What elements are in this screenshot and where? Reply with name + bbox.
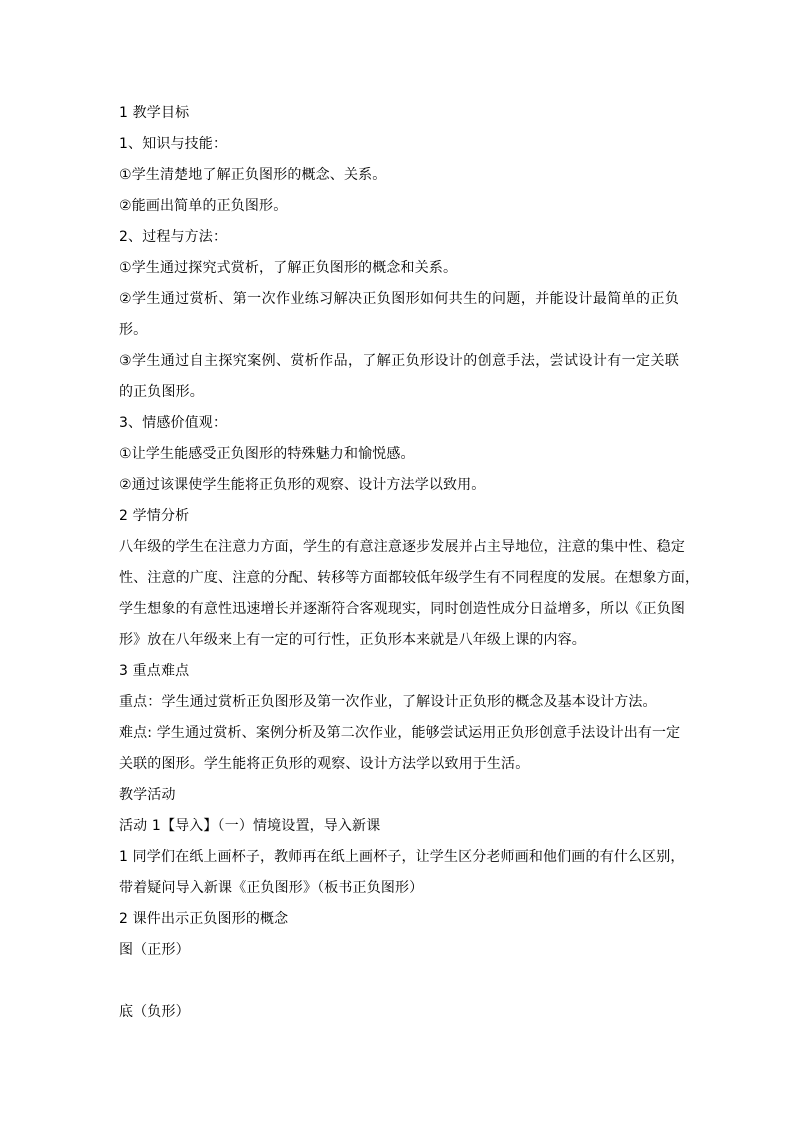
figure-label: 图（正形） [119,942,190,958]
list-item: ②能画出简单的正负图形。 [119,198,288,214]
section-heading-learner-analysis: 2 学情分析 [119,508,190,524]
paragraph-line: ②学生通过赏析、第一次作业练习解决正负图形如何共生的问题，并能设计最简单的正负 [119,291,679,307]
list-item: ①让学生能感受正负图形的特殊魅力和愉悦感。 [119,446,415,462]
ground-label: 底（负形） [119,1004,190,1020]
paragraph-line: 八年级的学生在注意力方面，学生的有意注意逐步发展并占主导地位，注意的集中性、稳定 [119,539,685,555]
paragraph-line: 重点：学生通过赏析正负图形及第一次作业，了解设计正负形的概念及基本设计方法。 [119,694,657,710]
paragraph-line: 2 课件出示正负图形的概念 [119,911,289,927]
section-heading-key-points: 3 重点难点 [119,663,190,679]
paragraph-line: 形。 [119,322,148,338]
section-heading-teaching-activities: 教学活动 [119,787,176,803]
subheading-emotional-values: 3、情感价值观： [119,415,228,431]
paragraph-line: 性、注意的广度、注意的分配、转移等方面都较低年级学生有不同程度的发展。在想象方面， [119,570,700,586]
paragraph-line: 带着疑问导入新课《正负图形》（板书正负图形） [119,880,424,896]
list-item: ②通过该课使学生能将正负形的观察、设计方法学以致用。 [119,477,486,493]
paragraph-line: 关联的图形。学生能将正负形的观察、设计方法学以致用于生活。 [119,756,530,772]
paragraph-line: 的正负图形。 [119,384,204,400]
subheading-knowledge-skills: 1、知识与技能： [119,136,228,152]
paragraph-line: ③学生通过自主探究案例、赏析作品，了解正负形设计的创意手法，尝试设计有一定关联 [119,353,679,369]
paragraph-line: 学生想象的有意性迅速增长并逐渐符合客观现实，同时创造性成分日益增多，所以《正负图 [119,601,685,617]
list-item: ①学生清楚地了解正负图形的概念、关系。 [119,167,387,183]
paragraph-line: 形》放在八年级来上有一定的可行性，正负形本来就是八年级上课的内容。 [119,632,586,648]
paragraph-line: 难点: 学生通过赏析、案例分析及第二次作业，能够尝试运用正负形创意手法设计出有一定 [119,725,681,741]
subheading-process-methods: 2、过程与方法： [119,229,228,245]
paragraph-line: 1 同学们在纸上画杯子，教师再在纸上画杯子，让学生区分老师画和他们画的有什么区别， [119,849,685,865]
activity-heading: 活动 1【导入】（一）情境设置，导入新课 [119,818,381,834]
section-heading-teaching-goals: 1 教学目标 [119,105,190,121]
list-item: ①学生通过探究式赏析，了解正负图形的概念和关系。 [119,260,458,276]
